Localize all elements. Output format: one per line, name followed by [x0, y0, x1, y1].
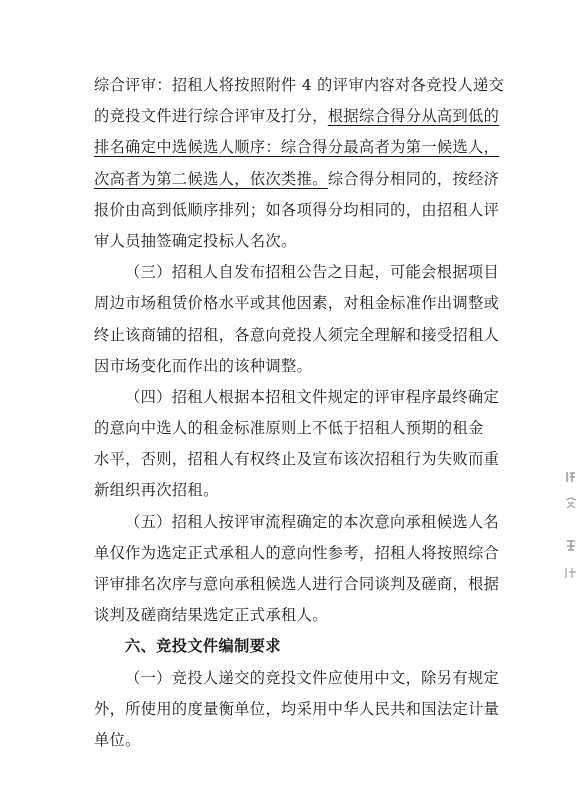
text-line: 报价由高到低顺序排列；如各项得分均相同的，由招租人评 [94, 200, 500, 219]
paragraph-start: （三）招租人自发布招租公告之日起，可能会根据项目 [125, 263, 500, 282]
text-line: 综合评审：招租人将按照附件 4 的评审内容对各竞投人递交 [94, 76, 505, 94]
paragraph-start: （五）招租人按评审流程确定的本次意向承租候选人名 [125, 512, 500, 531]
page-seal-edge [560, 470, 583, 690]
text-line: 水平，否则，招租人有权终止及宣布该次招租行为失败而重 [94, 450, 500, 469]
text-line: 次高者为第二候选人，依次类推。综合得分相同的，按经济 [94, 169, 500, 188]
text-line: 的意向中选人的租金标准原则上不低于招租人预期的租金 [94, 419, 484, 438]
seal-mark-icon [564, 470, 578, 484]
text-line: 的竞投文件进行综合评审及打分，根据综合得分从高到低的 [94, 107, 500, 126]
text-line: 周边市场租赁价格水平或其他因素，对租金标准作出调整或 [94, 294, 500, 313]
underlined-text: 根据综合得分从高到低的 [327, 107, 500, 126]
text-line: 评审排名次序与意向承租候选人进行合同谈判及磋商，根据 [94, 575, 500, 593]
text-line: 单仅作为选定正式承租人的意向性参考，招租人将按照综合 [94, 543, 500, 562]
text-line [94, 132, 514, 163]
underlined-text: 次高者为第二候选人，依次类推。 [94, 169, 328, 188]
seal-mark-icon [564, 496, 578, 510]
text-line: 新组织再次招租。 [94, 481, 219, 500]
paragraph-start: （四）招租人根据本招租文件规定的评审程序最终确定 [125, 387, 500, 406]
section-heading: 六、竞投文件编制要求 [125, 637, 281, 656]
seal-mark-icon [564, 566, 578, 580]
text-line: 审人员抽签确定投标人名次。 [94, 231, 297, 250]
text-line: 因市场变化而作出的该种调整。 [94, 356, 313, 375]
paragraph-start: （一）竞投人递交的竞投文件应使用中文，除另有规定 [125, 668, 500, 687]
text-line: 终止该商铺的招租，各意向竞投人须完全理解和接受招租人 [94, 325, 500, 344]
body-text [94, 70, 514, 756]
text-line: 外，所使用的度量衡单位，均采用中华人民共和国法定计量 [94, 699, 500, 718]
seal-mark-icon [564, 538, 578, 552]
text-line: 单位。 [94, 730, 141, 749]
underlined-text: 排名确定中选候选人顺序：综合得分最高者为第一候选人， [94, 138, 500, 157]
text-line: 谈判及磋商结果选定正式承租人。 [94, 606, 328, 625]
